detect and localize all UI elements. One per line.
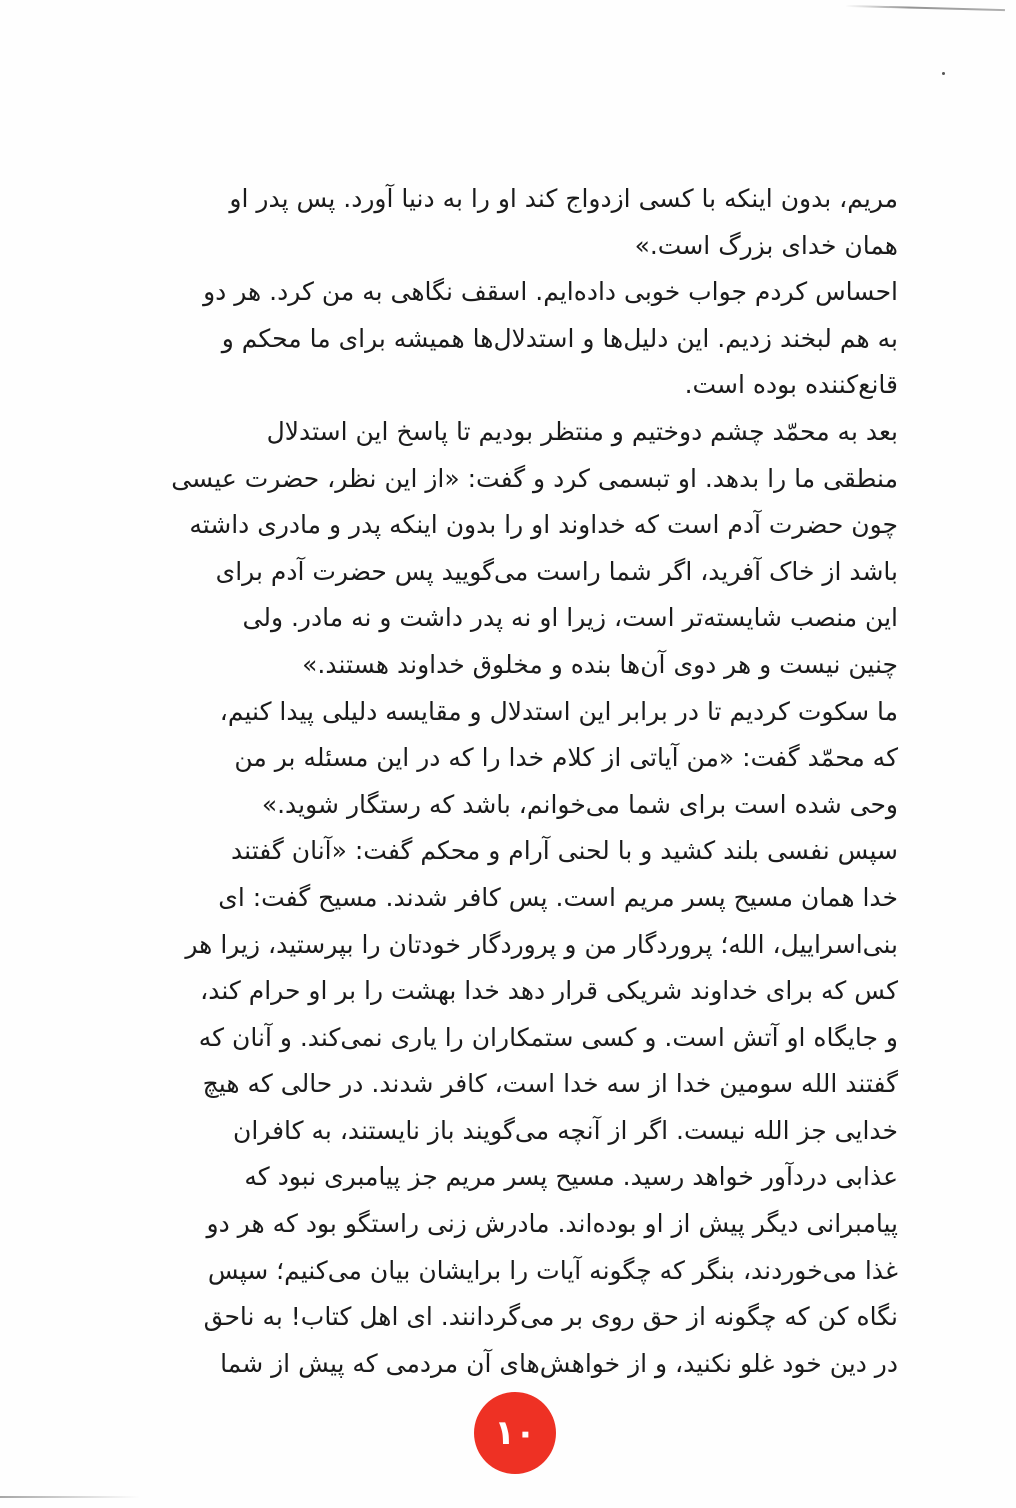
text-line: این منصب شایسته‌تر است، زیرا او نه پدر داشت و نه مادر. ولی [242, 603, 898, 633]
text-line: ما سکوت کردیم تا در برابر این استدلال و مقایسه دلیلی پیدا کنیم، [219, 696, 898, 726]
text-line: گفتند الله سومین خدا از سه خدا است، کافر شدند. در حالی که هیچ [202, 1069, 898, 1099]
text-line: کس که برای خداوند شریکی قرار دهد خدا بهشت را بر او حرام کند، [200, 976, 898, 1006]
text-line: منطقی ما را بدهد. او تبسمی کرد و گفت: «از این نظر، حضرت عیسی [171, 463, 898, 493]
page-number-badge: ۱۰ [474, 1392, 556, 1474]
text-line: سپس نفسی بلند کشید و با لحنی آرام و محکم گفت: «آنان گفتند [231, 836, 898, 866]
text-line: وحی شده است برای شما می‌خوانم، باشد که رستگار شوید.» [261, 789, 898, 819]
text-line: نگاه کن که چگونه از حق روی بر می‌گردانند. ای اهل کتاب! به ناحق [203, 1302, 898, 1332]
text-line: چنین نیست و هر دوی آن‌ها بنده و مخلوق خداوند هستند.» [302, 649, 898, 679]
page-edge-bottom [0, 1496, 140, 1498]
text-line: احساس کردم جواب خوبی داده‌ایم. اسقف نگاهی به من کرد. هر دو [203, 277, 898, 307]
text-line: باشد از خاک آفرید، اگر شما راست می‌گویید پس حضرت آدم برای [215, 556, 898, 586]
paper-speck [942, 72, 945, 75]
body-text [160, 176, 898, 1387]
text-line: بنی‌اسراییل، الله؛ پروردگار من و پروردگار خودتان را بپرستید، زیرا هر [185, 929, 898, 959]
page-edge-top [845, 5, 1005, 11]
text-line: عذابی دردآور خواهد رسید. مسیح پسر مریم جز پیامبری نبود که [244, 1162, 898, 1192]
text-line: قانع‌کننده بوده است. [684, 370, 898, 400]
text-line: غذا می‌خوردند، بنگر که چگونه آیات را برایشان بیان می‌کنیم؛ سپس [207, 1255, 898, 1285]
text-line: و جایگاه او آتش است. و کسی ستمکاران را یاری نمی‌کند. و آنان که [198, 1022, 898, 1052]
text-line: مریم، بدون اینکه با کسی ازدواج کند او را به دنیا آورد. پس پدر او [229, 184, 898, 213]
text-line: خدا همان مسیح پسر مریم است. پس کافر شدند. مسیح گفت: ای [218, 882, 898, 912]
text-line: خدایی جز الله نیست. اگر از آنچه می‌گویند باز نایستند، به کافران [233, 1115, 898, 1145]
text-line: همان خدای بزرگ است.» [634, 230, 898, 260]
text-line: بعد به محمّد چشم دوختیم و منتظر بودیم تا پاسخ این استدلال [266, 416, 898, 446]
text-line: که محمّد گفت: «من آیاتی از کلام خدا را که در این مسئله بر من [234, 743, 898, 773]
text-line: چون حضرت آدم است که خداوند او را بدون اینکه پدر و مادری داشته [189, 510, 898, 540]
text-line: به هم لبخند زدیم. این دلیل‌ها و استدلال‌ها همیشه برای ما محکم و [221, 323, 898, 353]
text-line: در دین خود غلو نکنید، و از خواهش‌های آن مردمی که پیش از شما [220, 1348, 898, 1378]
text-line: پیامبرانی دیگر پیش از او بوده‌اند. مادرش زنی راستگو بود که هر دو [206, 1209, 898, 1239]
